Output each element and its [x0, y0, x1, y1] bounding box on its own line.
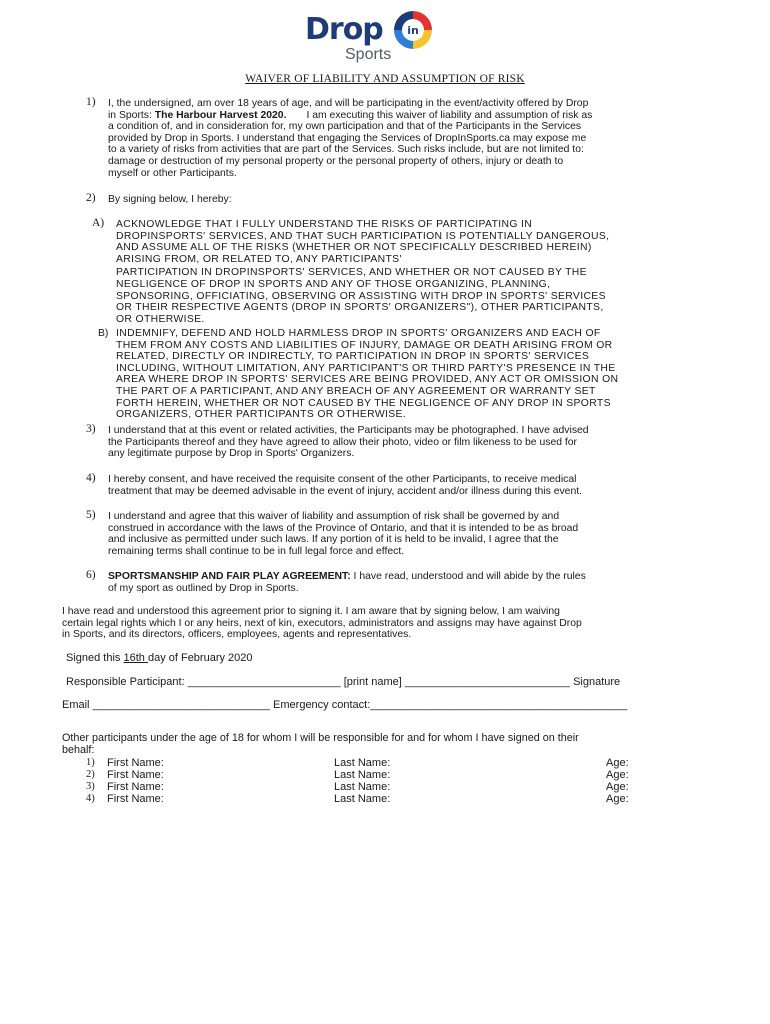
last-name-field[interactable]: Last Name: [334, 769, 391, 781]
last-name-field[interactable]: Last Name: [334, 781, 391, 793]
logo-badge-text: in [407, 24, 419, 37]
clause-b: INDEMNIFY, DEFEND AND HOLD HARMLESS DROP IN SPORTS' ORGANIZERS AND EACH OF THEM FROM ANY COSTS AND LIABILITIES OF INJURY, DAMAGE OR DEATH ARISING FROM OR RELATED, DIRECTLY OR INDIRECTLY, TO PARTICIPATION IN DROP IN SPORTS' SERVICES INCLUDING, WITHOUT LIMITATION, ANY PARTICIPANT'S OR THIRD PARTY'S PRESENCE IN THE AREA WHERE DROP IN SPORTS' SERVICES ARE BEING PROVIDED, ANY ACT OR OMISSION ON THE PART OF A PARTICIPANT, AND ANY BREACH OF ANY AGREEMENT OR WARRANTY SET FORTH HEREIN, WHETHER OR NOT CAUSED BY THE NEGLIGENCE OF ANY DROP IN SPORTS ORGANIZERS, OTHER PARTICIPANTS OR OTHERWISE. [116, 328, 619, 421]
clause-2: By signing below, I hereby: [108, 194, 232, 205]
drop-in-sports-logo [305, 6, 437, 66]
last-name-field[interactable]: Last Name: [334, 793, 391, 805]
clause-3: I understand that at this event or related activities, the Participants may be photographed. I have advised the Participants thereof and they have agreed to allow their photo, video or film likeness to be used for any legitimate purpose by Drop in Sports' Organizers. [108, 425, 589, 460]
waiver-page: Drop in Sports WAIVER OF LIABILITY AND ASSUMPTION OF RISK 1) I, the undersigned, am over 18 years of age, and will be participating in the event/activity offered by Drop in Sports: The Harbour Harvest 2020. I am executing this waiver of liability and assumption of risk as a condition of, and in consideration for, my own participation and that of the Participants in the Services provided by Drop in Sports. I understand that engaging the Services of DropInSports.ca may expose me to a variety of risks from activities that are part of the Services. Such risks include, but are not limited to: damage or destruction of my personal property or the personal property of others, injury or death to myself or other Participants. 2) By signing below, I hereby: A) ACKNOWLEDGE THAT I FULLY UNDERSTAND THE RISKS OF PARTICIPATING IN DROPINSPORTS' SERVICES, AND THAT SUCH PARTICIPATION IS POTENTIALLY DANGEROUS, AND ASSUME ALL OF THE RISKS (WHETHER OR NOT SPECIFICALLY DESCRIBED HEREIN) ARISING FROM, OR RELATED TO, ANY PARTICIPANTS' PARTICIPATION IN DROPINSPORTS' SERVICES, AND WHETHER OR NOT CAUSED BY THE NEGLIGENCE OF DROP IN SPORTS AND ANY OF THOSE ORGANIZING, PLANNING, SPONSORING, OFFICIATING, OBSERVING OR ASSISTING WITH DROP IN SPORTS' SERVICES OR THEIR RESPECTIVE AGENTS (DROP IN SPORTS' ORGANIZERS"), OTHER PARTICIPANTS, OR OTHERWISE. B) INDEMNIFY, DEFEND AND HOLD HARMLESS DROP IN SPORTS' ORGANIZERS AND EACH OF THEM FROM ANY COSTS AND LIABILITIES OF INJURY, DAMAGE OR DEATH ARISING FROM OR RELATED, DIRECTLY OR INDIRECTLY, TO PARTICIPATION IN DROP IN SPORTS' SERVICES INCLUDING, WITHOUT LIMITATION, ANY PARTICIPANT'S OR THIRD PARTY'S PRESENCE IN THE AREA WHERE DROP IN SPORTS' SERVICES ARE BEING PROVIDED, ANY ACT OR OMISSION ON THE PART OF A PARTICIPANT, AND ANY BREACH OF ANY AGREEMENT OR WARRANTY SET FORTH HEREIN, WHETHER OR NOT CAUSED BY THE NEGLIGENCE OF ANY DROP IN SPORTS ORGANIZERS, OTHER PARTICIPANTS OR OTHERWISE. 3) I understand that at this event or related activities, the Participants may be photographed. I have advised the Participants thereof and they have agreed to allow their photo, video or film likeness to be used for any legitimate purpose by Drop in Sports' Organizers. 4) I hereby consent, and have received the requisite consent of the other Participants, to receive medical treatment that may be deemed advisable in the event of injury, accident and/or illness during this event. 5) I understand and agree that this waiver of liability and assumption of risk shall be governed by and construed in accordance with the laws of the Province of Ontario, and that it is intended to be as broad and inclusive as permitted under such laws. If any portion of it is held to be invalid, I agree that the remaining terms shall continue to be in full legal force and effect. 6) SPORTSMANSHIP AND FAIR PLAY AGREEMENT: I have read, understood and will abide by the rules of my sport as outlined by Drop in Sports. I have read and understood this agreement prior to signing it. I am aware that by signing below, I am waiving certain legal rights which I or any heirs, next of kin, executors, administrators and assigns may have against Drop in Sports, and its directors, officers, employees, agents and representatives. Signed this 16th day of February 2020 Responsible Participant: _________________________ [print name] ___________________________ Signature Email _____________________________ Emergency contact:__________________________________________ Other participants under the age of 18 for whom I will be responsible for and for whom I have signed on their behalf: 1) First Name: Last Name: Age: 2) First Name: Last Name: Age: 3) First Name: Last Name: Age: 4) First Name: Last Name: Age: [0, 0, 770, 1024]
clause-letter: A) [92, 217, 105, 229]
other-participants-intro: Other participants under the age of 18 for whom I will be responsible for and for whom I have signed on their behalf: [62, 732, 579, 756]
first-name-field[interactable]: First Name: [107, 793, 164, 805]
age-field[interactable]: Age: [606, 781, 629, 793]
clause-5: I understand and agree that this waiver of liability and assumption of risk shall be governed by and construed in accordance with the laws of the Province of Ontario, and that it is intended to be as broad and inclusive as permitted under such laws. If any portion of it is held to be invalid, I agree that the remaining terms shall continue to be in full legal force and effect. [108, 511, 579, 557]
logo-wordmark: Drop [305, 12, 383, 47]
clause-number: 3) [86, 423, 96, 435]
event-name: The Harbour Harvest 2020. [154, 109, 287, 121]
clause-number: 2) [86, 192, 96, 204]
clause-number: 6) [86, 569, 96, 581]
age-field[interactable]: Age: [606, 769, 629, 781]
clause-4: I hereby consent, and have received the requisite consent of the other Participants, to receive medical treatment that may be deemed advisable in the event of injury, accident and/or illness during this event. [108, 474, 583, 497]
emergency-contact-field[interactable]: __________________________________________ [370, 699, 628, 711]
contact-line: Email _____________________________ Emergency contact:__________________________________________ [62, 699, 628, 711]
clause-number: 5) [86, 509, 96, 521]
print-name-field[interactable]: _________________________ [187, 676, 341, 688]
last-name-field[interactable]: Last Name: [334, 757, 391, 769]
clause-number: 1) [86, 96, 96, 108]
first-name-field[interactable]: First Name: [107, 781, 164, 793]
document-title: WAIVER OF LIABILITY AND ASSUMPTION OF RISK [245, 73, 525, 85]
signed-date-line: Signed this 16th day of February 2020 [66, 652, 253, 664]
age-field[interactable]: Age: [606, 757, 629, 769]
logo-ball-icon [391, 8, 435, 52]
signature-field[interactable]: ___________________________ [404, 676, 571, 688]
clause-6: SPORTSMANSHIP AND FAIR PLAY AGREEMENT: I have read, understood and will abide by the rules of my sport as outlined by Drop in Sports. [108, 571, 586, 594]
first-name-field[interactable]: First Name: [107, 769, 164, 781]
logo-subtitle: Sports [345, 46, 392, 63]
acknowledgement-statement: I have read and understood this agreement prior to signing it. I am aware that by signing below, I am waiving certain legal rights which I or any heirs, next of kin, executors, administrators and assigns may have against Drop in Sports, and its directors, officers, employees, agents and representatives. [62, 606, 582, 641]
clause-a: ACKNOWLEDGE THAT I FULLY UNDERSTAND THE RISKS OF PARTICIPATING IN DROPINSPORTS' SERVICES, AND THAT SUCH PARTICIPATION IS POTENTIALLY DANGEROUS, AND ASSUME ALL OF THE RISKS (WHETHER OR NOT SPECIFICALLY DESCRIBED HEREIN) ARISING FROM, OR RELATED TO, ANY PARTICIPANTS' PARTICIPATION IN DROPINSPORTS' SERVICES, AND WHETHER OR NOT CAUSED BY THE NEGLIGENCE OF DROP IN SPORTS AND ANY OF THOSE ORGANIZING, PLANNING, SPONSORING, OFFICIATING, OBSERVING OR ASSISTING WITH DROP IN SPORTS' SERVICES OR THEIR RESPECTIVE AGENTS (DROP IN SPORTS' ORGANIZERS"), OTHER PARTICIPANTS, OR OTHERWISE. [116, 219, 610, 325]
clause-letter: B) [98, 328, 109, 339]
agreement-heading: SPORTSMANSHIP AND FAIR PLAY AGREEMENT: [108, 571, 351, 582]
age-field[interactable]: Age: [606, 793, 629, 805]
responsible-participant-line: Responsible Participant: _________________________ [print name] ___________________________ Signature [66, 676, 621, 688]
clause-1: I, the undersigned, am over 18 years of age, and will be participating in the event/activity offered by Drop in Sports: The Harbour Harvest 2020. I am executing this waiver of liability and assumption of risk as a condition of, and in consideration for, my own participation and that of the Participants in the Services provided by Drop in Sports. I understand that engaging the Services of DropInSports.ca may expose me to a variety of risks from activities that are part of the Services. Such risks include, but are not limited to: damage or destruction of my personal property or the personal property of others, injury or death to myself or other Participants. [108, 98, 593, 179]
first-name-field[interactable]: First Name: [107, 757, 164, 769]
clause-number: 4) [86, 472, 96, 484]
signed-day-field[interactable]: 16th [123, 652, 148, 664]
email-field[interactable]: _____________________________ [92, 699, 270, 711]
